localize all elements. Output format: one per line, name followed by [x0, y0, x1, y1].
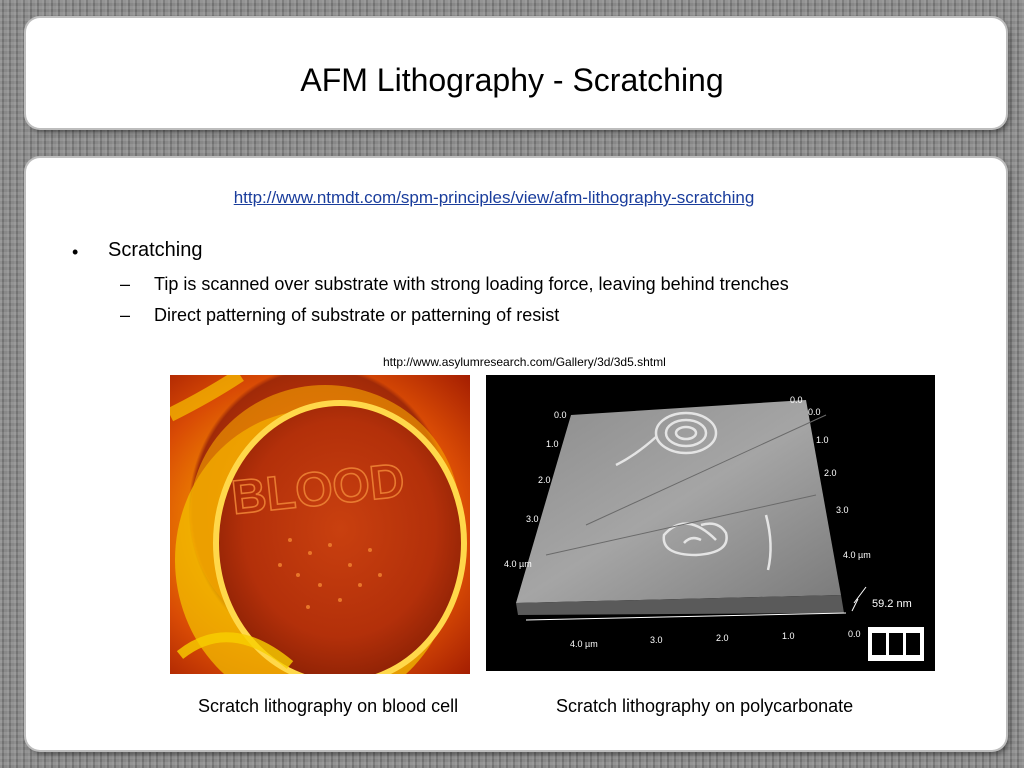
bullet-icon: • — [72, 242, 79, 262]
left-tick-4: 4.0 µm — [504, 559, 532, 569]
bottom-tick-1: 3.0 — [650, 635, 663, 645]
polycarbonate-image — [486, 375, 935, 671]
image-credit: http://www.asylumresearch.com/Gallery/3d/3d5.shtml — [383, 355, 666, 369]
subbullet-trenches: Tip is scanned over substrate with strong loading force, leaving behind trenches — [154, 274, 789, 294]
left-tick-1: 1.0 — [546, 439, 559, 449]
film-strip-icon — [868, 627, 924, 661]
left-tick-2: 2.0 — [538, 475, 551, 485]
subbullet-patterning: Direct patterning of substrate or patterning of resist — [154, 305, 560, 325]
slide-title: AFM Lithography - Scratching — [300, 62, 724, 98]
bottom-tick-0: 4.0 µm — [570, 639, 598, 649]
caption-polycarbonate: Scratch lithography on polycarbonate — [556, 696, 854, 716]
bullet-scratching: Scratching — [108, 239, 203, 261]
right-tick-3: 3.0 — [836, 505, 849, 515]
blood-cell-image — [170, 375, 470, 674]
top-right-label: 0.0 — [790, 395, 803, 405]
right-tick-1: 1.0 — [816, 435, 829, 445]
bottom-tick-4: 0.0 — [848, 629, 861, 639]
blood-word: BLOOD — [229, 454, 408, 526]
right-tick-0: 0.0 — [808, 407, 821, 417]
height-scale-label: 59.2 nm — [872, 598, 912, 610]
dash-icon: – — [120, 274, 131, 294]
bottom-tick-2: 2.0 — [716, 633, 729, 643]
right-tick-2: 2.0 — [824, 468, 837, 478]
left-tick-3: 3.0 — [526, 514, 539, 524]
dash-icon: – — [120, 305, 131, 325]
bottom-tick-3: 1.0 — [782, 631, 795, 641]
source-link[interactable]: http://www.ntmdt.com/spm-principles/view/afm-lithography-scratching — [233, 188, 755, 207]
caption-blood-cell: Scratch lithography on blood cell — [198, 696, 459, 716]
left-tick-0: 0.0 — [554, 410, 567, 420]
right-tick-4: 4.0 µm — [843, 550, 871, 560]
